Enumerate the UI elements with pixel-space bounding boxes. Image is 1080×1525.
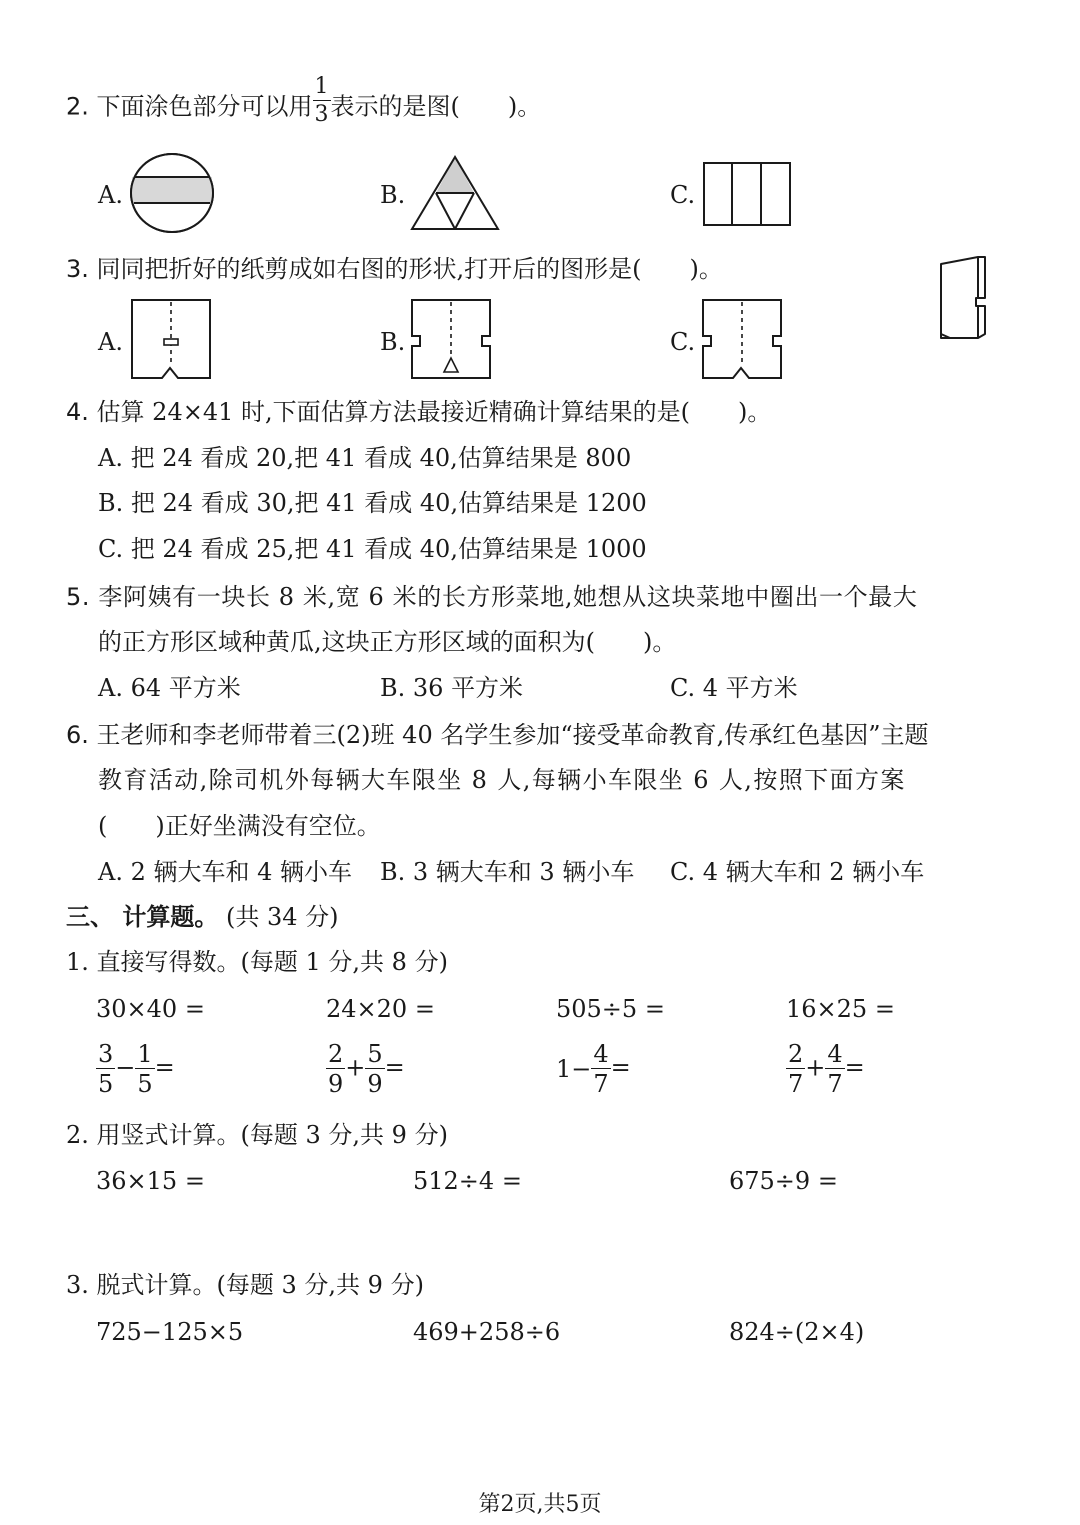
denominator: 7 bbox=[788, 1070, 804, 1098]
q2-frac-denominator: 3 bbox=[314, 102, 329, 127]
numerator: 2 bbox=[328, 1040, 344, 1068]
q2-option-c-label: C. bbox=[670, 181, 696, 209]
calc1-fraction-item-4 bbox=[786, 1042, 865, 1096]
calc1-item-3: 505÷5 = bbox=[556, 995, 665, 1023]
q4-option-b: B. 把 24 看成 30,把 41 看成 40,估算结果是 1200 bbox=[98, 489, 647, 517]
whole-minus: 1− bbox=[556, 1055, 592, 1083]
calc3-item-2: 469+258÷6 bbox=[413, 1318, 561, 1346]
calc3-item-3: 824÷(2×4) bbox=[729, 1318, 865, 1346]
numerator: 1 bbox=[137, 1040, 153, 1068]
numerator: 4 bbox=[593, 1040, 609, 1068]
q2-suffix: 表示的是图( )。 bbox=[330, 92, 542, 121]
calc1-item-4: 16×25 = bbox=[786, 995, 895, 1023]
fraction bbox=[96, 1042, 115, 1096]
q5-number: 5. bbox=[66, 583, 91, 611]
q2-triangle-figure bbox=[410, 155, 500, 231]
page-footer: 第2页,共5页 bbox=[478, 1492, 602, 1517]
q3-option-a-label: A. bbox=[98, 328, 123, 356]
q6-option-c: C. 4 辆大车和 2 辆小车 bbox=[670, 858, 925, 886]
numerator: 2 bbox=[788, 1040, 804, 1068]
calc1-item-2: 24×20 = bbox=[326, 995, 435, 1023]
q2-circle-figure bbox=[130, 153, 216, 233]
q5-stem-line1 bbox=[66, 585, 917, 609]
q6-line2: 教育活动,除司机外每辆大车限坐 8 人,每辆小车限坐 6 人,按照下面方案 bbox=[98, 766, 906, 794]
equals: = bbox=[610, 1053, 631, 1082]
operator: − bbox=[115, 1053, 136, 1082]
q3-text: 同同把折好的纸剪成如右图的形状,打开后的图形是( )。 bbox=[96, 255, 723, 283]
calc2-item-3: 675÷9 = bbox=[729, 1167, 838, 1195]
calc2-item-1: 36×15 = bbox=[96, 1167, 205, 1195]
q5-line1: 李阿姨有一块长 8 米,宽 6 米的长方形菜地,她想从这块菜地中圈出一个最大 bbox=[98, 583, 918, 611]
q2-fraction bbox=[313, 76, 331, 126]
q6-line3: ( )正好坐满没有空位。 bbox=[98, 812, 381, 840]
denominator: 9 bbox=[328, 1070, 344, 1098]
q6-option-a: A. 2 辆大车和 4 辆小车 bbox=[98, 858, 353, 886]
q4-text: 估算 24×41 时,下面估算方法最接近精确计算结果的是( )。 bbox=[96, 398, 772, 426]
fraction bbox=[591, 1042, 610, 1096]
q3-option-b-figure bbox=[410, 298, 492, 382]
section3-title: 三、 计算题。 bbox=[66, 903, 219, 931]
numerator: 3 bbox=[98, 1040, 114, 1068]
calc1-fraction-item-3 bbox=[556, 1042, 631, 1096]
q5-line2: 的正方形区域种黄瓜,这块正方形区域的面积为( )。 bbox=[98, 628, 677, 656]
denominator: 7 bbox=[827, 1070, 843, 1098]
calc1-item-1: 30×40 = bbox=[96, 995, 205, 1023]
equals: = bbox=[844, 1053, 865, 1082]
q3-stem bbox=[66, 257, 723, 281]
q6-option-b: B. 3 辆大车和 3 辆小车 bbox=[380, 858, 635, 886]
q2-frac-numerator: 1 bbox=[314, 74, 329, 99]
operator: + bbox=[805, 1053, 826, 1082]
equals: = bbox=[154, 1053, 175, 1082]
q3-option-c-figure bbox=[701, 298, 783, 382]
q4-option-a: A. 把 24 看成 20,把 41 看成 40,估算结果是 800 bbox=[98, 444, 632, 472]
fraction bbox=[326, 1042, 345, 1096]
section3-heading bbox=[66, 905, 339, 929]
q2-number: 2. bbox=[66, 92, 89, 121]
q4-number: 4. bbox=[66, 398, 89, 426]
q2-prefix: 下面涂色部分可以用 bbox=[96, 92, 313, 121]
calc1-fraction-item-1 bbox=[96, 1042, 175, 1096]
denominator: 7 bbox=[593, 1070, 609, 1098]
q4-stem bbox=[66, 400, 771, 424]
calc2-item-2: 512÷4 = bbox=[413, 1167, 522, 1195]
denominator: 9 bbox=[367, 1070, 383, 1098]
fraction bbox=[825, 1042, 844, 1096]
operator: + bbox=[345, 1053, 366, 1082]
q3-option-c-label: C. bbox=[670, 328, 696, 356]
fraction bbox=[135, 1042, 154, 1096]
calc2-title: 2. 用竖式计算。(每题 3 分,共 9 分) bbox=[66, 1121, 448, 1149]
q5-option-c: C. 4 平方米 bbox=[670, 674, 798, 702]
numerator: 4 bbox=[827, 1040, 843, 1068]
denominator: 5 bbox=[98, 1070, 114, 1098]
denominator: 5 bbox=[137, 1070, 153, 1098]
q2-option-b-label: B. bbox=[380, 181, 406, 209]
calc1-title: 1. 直接写得数。(每题 1 分,共 8 分) bbox=[66, 948, 448, 976]
q6-line1: 王老师和李老师带着三(2)班 40 名学生参加“接受革命教育,传承红色基因”主题 bbox=[96, 721, 929, 749]
q4-option-c: C. 把 24 看成 25,把 41 看成 40,估算结果是 1000 bbox=[98, 535, 647, 563]
q6-number: 6. bbox=[66, 721, 89, 749]
calc3-title: 3. 脱式计算。(每题 3 分,共 9 分) bbox=[66, 1271, 424, 1299]
q3-option-a-figure bbox=[130, 298, 212, 382]
q3-number: 3. bbox=[66, 255, 89, 283]
q2-option-a-label: A. bbox=[98, 181, 123, 209]
calc3-item-1: 725−125×5 bbox=[96, 1318, 244, 1346]
q3-folded-paper-figure bbox=[938, 254, 990, 340]
calc1-fraction-item-2 bbox=[326, 1042, 405, 1096]
fraction bbox=[365, 1042, 384, 1096]
q2-stem bbox=[66, 74, 542, 127]
q2-rectangle-figure bbox=[702, 161, 792, 227]
fraction bbox=[786, 1042, 805, 1096]
numerator: 5 bbox=[367, 1040, 383, 1068]
equals: = bbox=[384, 1053, 405, 1082]
q5-option-b: B. 36 平方米 bbox=[380, 674, 524, 702]
q3-option-b-label: B. bbox=[380, 328, 406, 356]
q5-option-a: A. 64 平方米 bbox=[98, 674, 241, 702]
section3-score: (共 34 分) bbox=[226, 903, 339, 931]
q6-stem-line1 bbox=[66, 723, 929, 747]
